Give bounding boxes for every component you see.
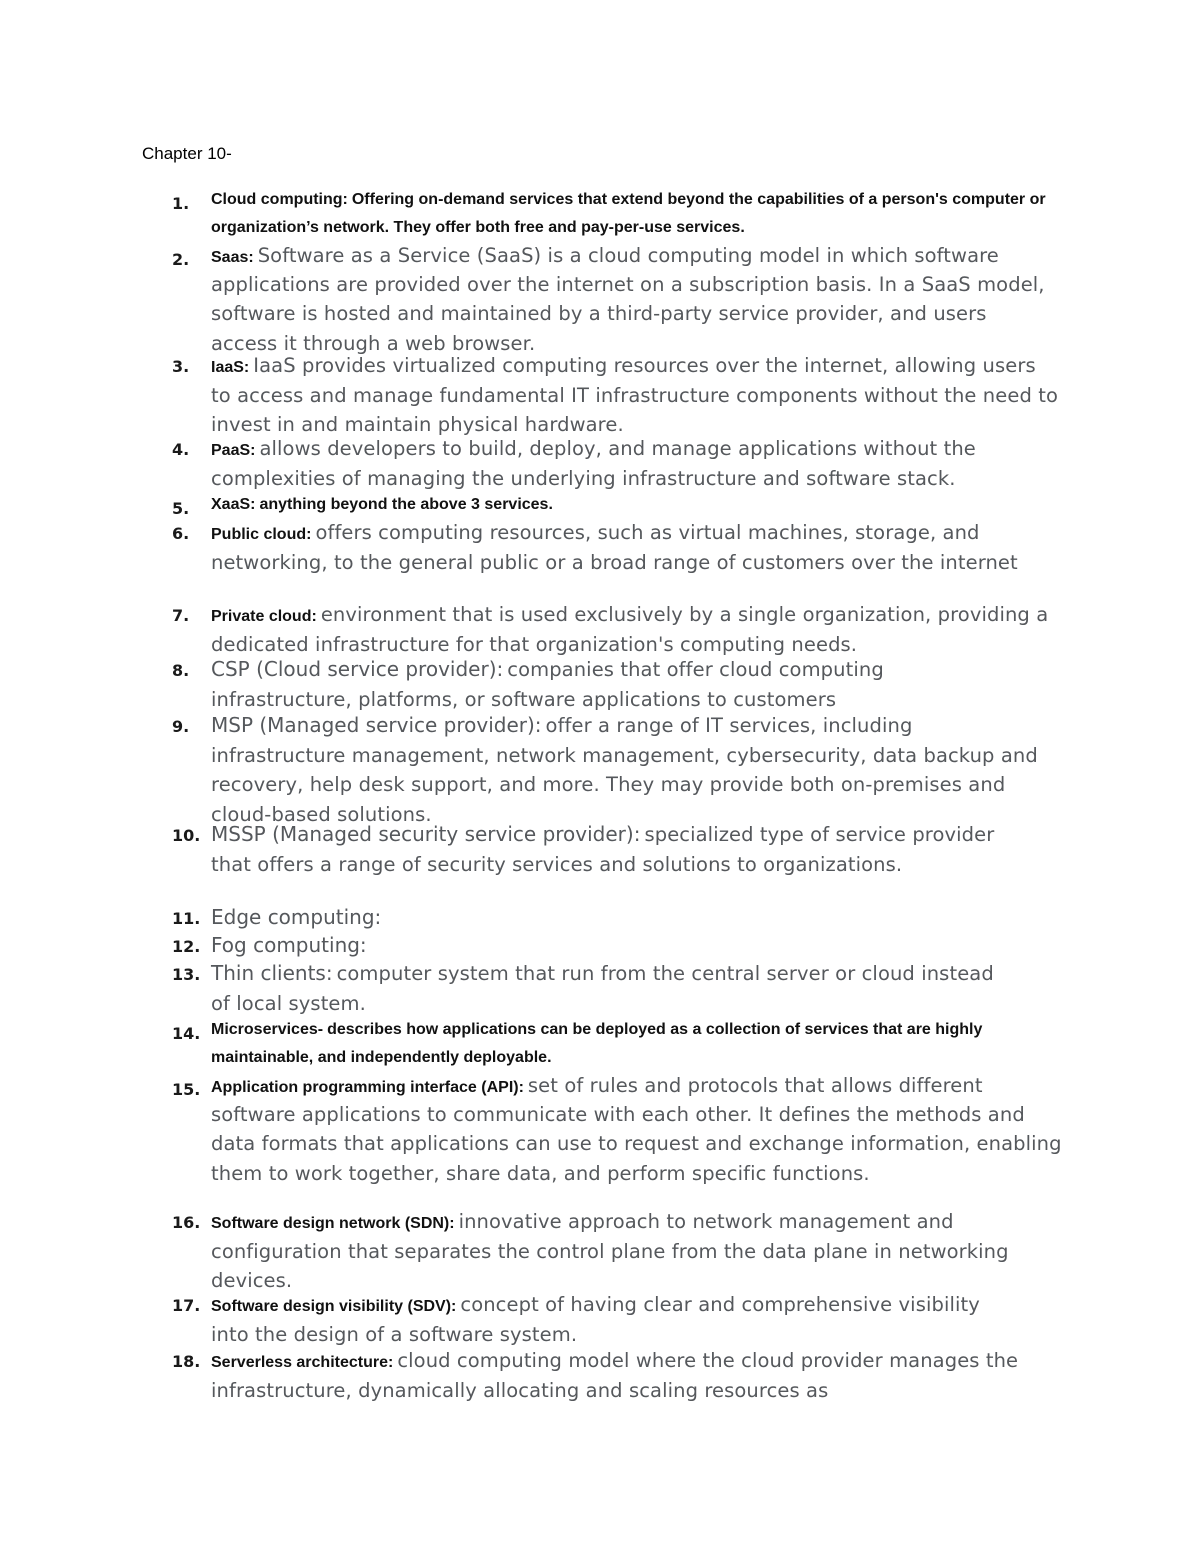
term-definition: describes how applications can be deployed as a collection of services that are highly maintainable, and independently deployable. xyxy=(211,1021,983,1066)
list-item xyxy=(0,821,1200,904)
term-definition: companies that offer cloud computing infrastructure, platforms, or software applications to customers xyxy=(211,658,884,711)
list-item xyxy=(0,1347,1200,1403)
list-item xyxy=(0,932,1200,960)
list-number: 14. xyxy=(172,1024,201,1043)
list-item xyxy=(0,904,1200,932)
term-definition: offer a range of IT services, including infrastructure management, network management, cybersecurity, data backup and recovery, help desk support, and more. They may provide both on-premises and cloud-based solutions. xyxy=(211,714,1038,826)
term-label: Cloud computing: xyxy=(211,191,348,208)
definition-list xyxy=(0,186,1200,1403)
list-number: 16. xyxy=(172,1213,201,1232)
chapter-title: Chapter 10- xyxy=(142,144,232,163)
term-label: Application programming interface (API): xyxy=(211,1079,524,1096)
term-definition: offers computing resources, such as virtual machines, storage, and networking, to the general public or a broad range of customers over the internet xyxy=(211,521,1018,574)
list-number: 5. xyxy=(172,499,190,518)
list-item xyxy=(0,491,1200,519)
list-number: 4. xyxy=(172,440,190,459)
list-number: 3. xyxy=(172,357,190,376)
list-item xyxy=(0,1291,1200,1347)
list-number: 7. xyxy=(172,606,190,625)
list-number: 15. xyxy=(172,1080,201,1099)
term-label: CSP (Cloud service provider): xyxy=(211,657,504,681)
term-label: IaaS: xyxy=(211,359,250,376)
list-number: 1. xyxy=(172,194,190,213)
term-definition: cloud computing model where the cloud provider manages the infrastructure, dynamically allocating and scaling resources as xyxy=(211,1349,1019,1402)
term-label: MSP (Managed service provider): xyxy=(211,713,542,737)
term-definition: Software as a Service (SaaS) is a cloud computing model in which software applications are provided over the internet on a subscription basis. In a SaaS model, software is hosted and maintained by a third-party service provider, and users access it through a web browser. xyxy=(211,244,1045,355)
list-item xyxy=(0,352,1200,435)
term-label: Edge computing: xyxy=(211,905,382,929)
term-definition: anything beyond the above 3 services. xyxy=(259,496,553,513)
list-item xyxy=(0,1016,1200,1072)
list-number: 8. xyxy=(172,661,190,680)
term-definition: concept of having clear and comprehensive visibility into the design of a software system. xyxy=(211,1293,980,1346)
list-item xyxy=(0,656,1200,712)
list-item xyxy=(0,242,1200,355)
list-number: 10. xyxy=(172,826,201,845)
term-definition: IaaS provides virtualized computing resources over the internet, allowing users to access and manage fundamental IT infrastructure components without the need to invest in and maintain physical hardware. xyxy=(211,354,1059,436)
term-label: MSSP (Managed security service provider): xyxy=(211,822,641,846)
list-number: 17. xyxy=(172,1296,201,1315)
list-number: 13. xyxy=(172,965,201,984)
term-label: Software design visibility (SDV): xyxy=(211,1298,457,1315)
term-definition: Offering on-demand services that extend beyond the capabilities of a person's computer or organization’s network. They offer both free and pay-per-use services. xyxy=(211,191,1046,236)
list-number: 12. xyxy=(172,937,201,956)
list-number: 11. xyxy=(172,909,201,928)
list-number: 18. xyxy=(172,1352,201,1371)
list-item xyxy=(0,960,1200,1016)
list-item xyxy=(0,712,1200,826)
term-definition: innovative approach to network management and configuration that separates the control plane from the data plane in networking devices. xyxy=(211,1210,1009,1292)
list-item xyxy=(0,601,1200,656)
list-number: 6. xyxy=(172,524,190,543)
list-number: 2. xyxy=(172,250,190,269)
term-label: Private cloud: xyxy=(211,608,317,625)
list-item xyxy=(0,435,1200,491)
term-definition: specialized type of service provider that offers a range of security services and solutions to organizations. xyxy=(211,823,995,876)
term-label: Software design network (SDN): xyxy=(211,1215,455,1232)
term-label: Saas: xyxy=(211,249,254,266)
term-definition: computer system that run from the central server or cloud instead of local system. xyxy=(211,962,994,1015)
list-number: 9. xyxy=(172,717,190,736)
list-item xyxy=(0,1072,1200,1208)
term-label: Microservices- xyxy=(211,1021,324,1038)
term-definition: allows developers to build, deploy, and manage applications without the complexities of managing the underlying infrastructure and software stack. xyxy=(211,437,976,490)
term-label: Serverless architecture: xyxy=(211,1354,394,1371)
term-label: XaaS: xyxy=(211,496,256,513)
list-item xyxy=(0,186,1200,242)
term-definition: set of rules and protocols that allows different software applications to communicate with each other. It defines the methods and data formats that applications can use to request and exchange information, enabling them to work together, share data, and perform specific functions. xyxy=(211,1074,1062,1185)
term-label: Public cloud: xyxy=(211,526,312,543)
term-label: PaaS: xyxy=(211,442,256,459)
term-label: Thin clients: xyxy=(211,961,333,985)
term-definition: environment that is used exclusively by a single organization, providing a dedicated infrastructure for that organization's computing needs. xyxy=(211,603,1049,656)
list-item xyxy=(0,1208,1200,1291)
term-label: Fog computing: xyxy=(211,933,367,957)
list-item xyxy=(0,519,1200,601)
